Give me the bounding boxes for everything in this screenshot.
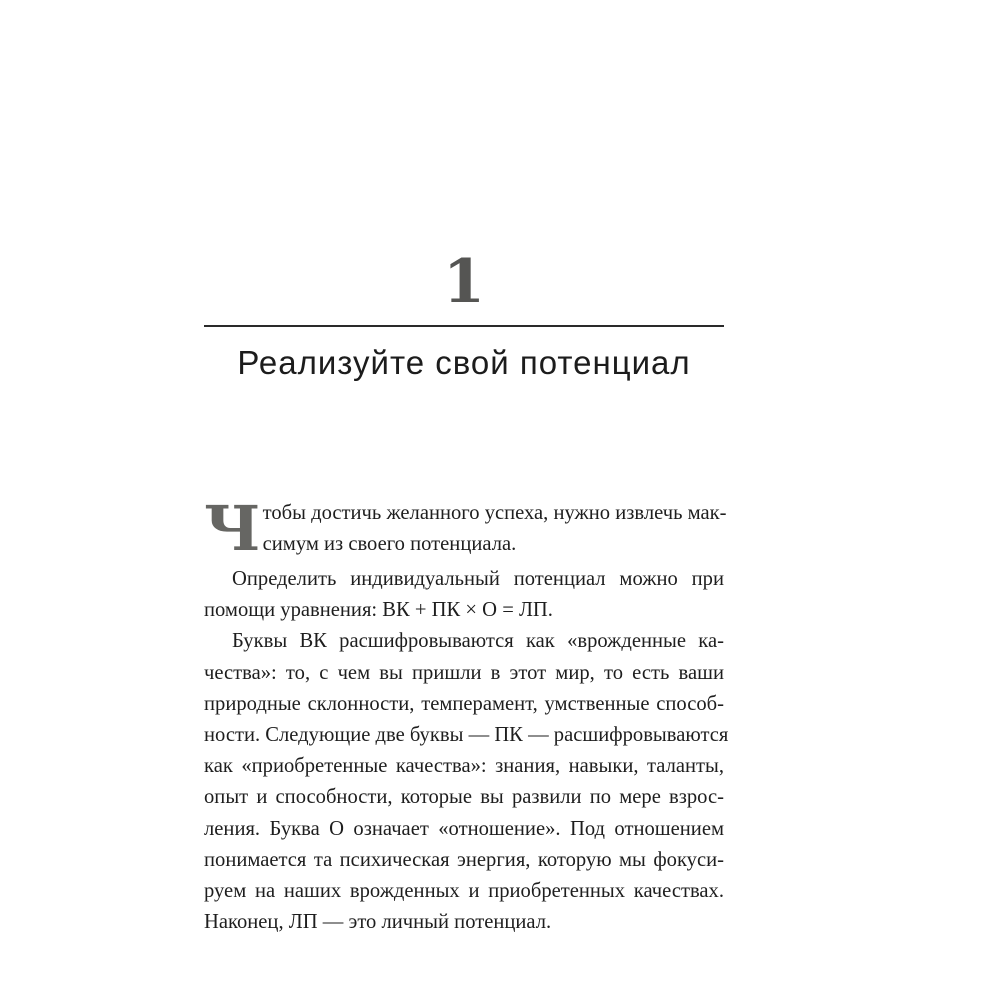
text-line: помощи уравнения: ВК + ПК × О = ЛП.	[204, 599, 553, 622]
chapter-number: 1	[443, 247, 485, 317]
body-text	[204, 492, 729, 938]
paragraph-3	[204, 626, 729, 938]
text-line: чества»: то, с чем вы пришли в этот мир, то есть ваши	[204, 661, 724, 684]
text-line: Наконец, ЛП — это личный потенциал.	[204, 911, 552, 934]
text-line: понимается та психическая энергия, которую мы фокуси-	[204, 848, 724, 871]
chapter-divider	[204, 325, 724, 327]
text-line: ления. Буква О означает «отношение». Под отношением	[204, 817, 724, 840]
text-line: руем на наших врожденных и приобретенных качествах.	[204, 880, 724, 903]
paragraph-2	[204, 564, 724, 626]
text-line: симум из своего потенциала.	[262, 533, 517, 556]
drop-cap: Ч	[204, 492, 261, 565]
text-line: Определить индивидуальный потенциал можно при	[232, 568, 724, 590]
text-line: Буквы ВК расшифровываются как «врожденные ка-	[232, 630, 724, 653]
paragraph-1	[204, 492, 727, 565]
text-line: ности. Следующие две буквы — ПК — расшифровываются	[204, 724, 729, 747]
chapter-title: Реализуйте свой потенциал	[237, 344, 691, 381]
text-line: как «приобретенные качества»: знания, навыки, таланты,	[204, 755, 724, 778]
text-line: природные склонности, темперамент, умственные способ-	[204, 692, 724, 715]
text-line: опыт и способности, которые вы развили по мере взрос-	[204, 786, 724, 809]
text-line: тобы достичь желанного успеха, нужно извлечь мак-	[262, 502, 727, 524]
